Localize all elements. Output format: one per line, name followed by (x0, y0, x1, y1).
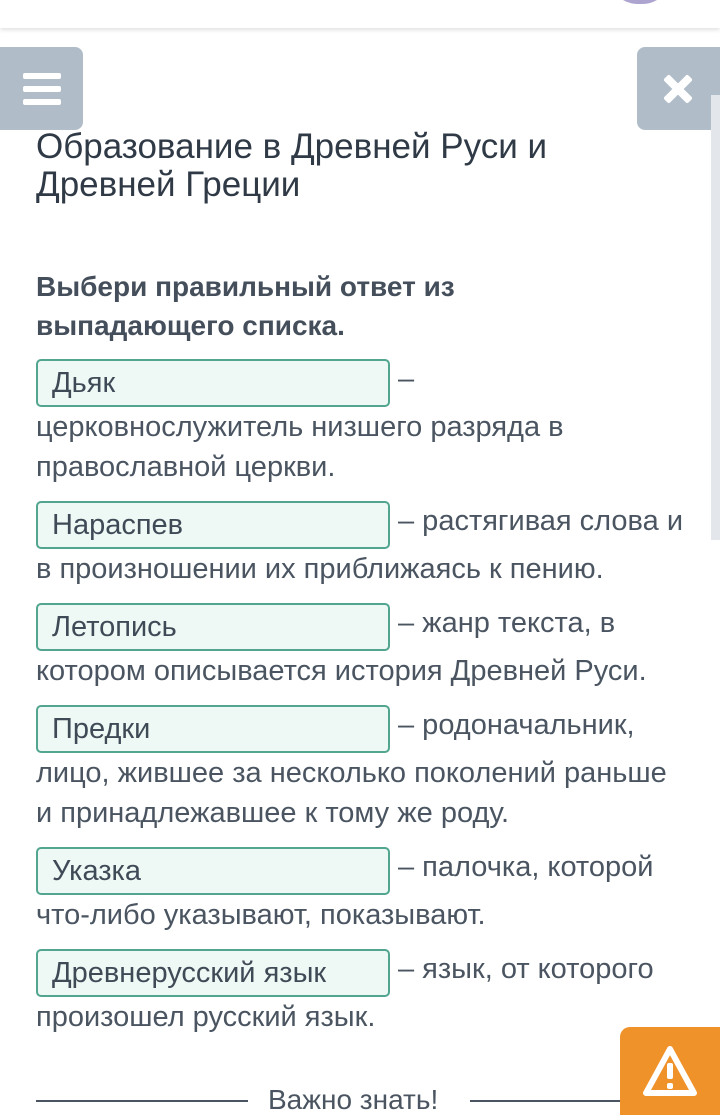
close-button[interactable] (637, 47, 720, 130)
question-text: – язык, от которого произошел русский язык. (36, 953, 654, 1033)
answer-dropdown[interactable]: Древнерусский язык (36, 949, 390, 997)
question-text: – церковнослужитель низшего разряда в православной церкви. (36, 363, 564, 483)
task-instruction: Выбери правильный ответ из выпадающего списка. (36, 271, 455, 341)
question-text: – палочка, которой что-либо указывают, показывают. (36, 851, 654, 931)
question-item (36, 603, 686, 691)
menu-button[interactable] (0, 47, 83, 130)
question-item (36, 949, 686, 1037)
answer-dropdown[interactable]: Летопись (36, 603, 390, 651)
answer-dropdown[interactable]: Указка (36, 847, 390, 895)
answer-dropdown[interactable]: Предки (36, 705, 390, 753)
hamburger-menu-icon (23, 73, 61, 79)
question-text: – растягивая слова и в произношении их приближаясь к пению. (36, 505, 684, 585)
section-heading-important: Важно знать! (268, 1084, 439, 1115)
answer-dropdown[interactable]: Дьяк (36, 359, 390, 407)
divider (470, 1100, 620, 1102)
question-text: – родоначальник, лицо, жившее за несколько поколений раньше и принадлежавшее к тому же роду. (36, 709, 667, 829)
report-problem-button[interactable] (620, 1027, 720, 1115)
question-item (36, 501, 686, 589)
question-text: – жанр текста, в котором описывается история Древней Руси. (36, 607, 647, 687)
page-title: Образование в Древней Руси и Древней Греции (36, 127, 548, 204)
question-item (36, 705, 686, 833)
top-app-bar (0, 0, 720, 28)
question-item (36, 847, 686, 935)
warning-triangle-icon (620, 1027, 720, 1115)
avatar[interactable] (608, 0, 672, 4)
divider (36, 1100, 248, 1102)
answer-dropdown[interactable]: Нараспев (36, 501, 390, 549)
scrollbar[interactable] (711, 95, 720, 540)
question-item (36, 359, 686, 487)
